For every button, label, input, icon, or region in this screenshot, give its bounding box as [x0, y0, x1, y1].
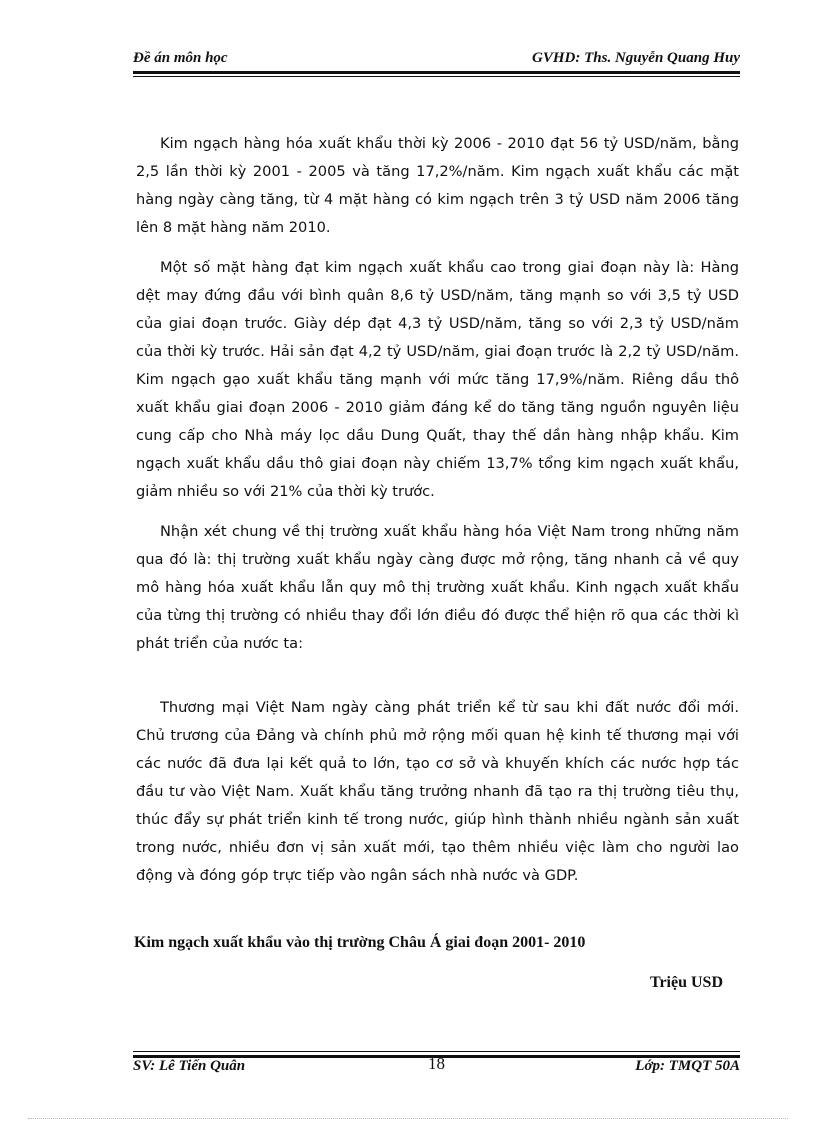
paragraph-market-overview: Nhận xét chung về thị trường xuất khẩu hàng hóa Việt Nam trong những năm qua đó là: thị trường xuất khẩu ngày càng được mở rộng, tăng nhanh cả về quy mô hàng hóa xuất khẩu lẫn quy mô thị trường xuất khẩu. Kinh ngạch xuất khẩu của từng thị trường có nhiều thay đổi lớn điều đó được thể hiện rõ qua các thời kì phát triển của nước ta:	[136, 523, 739, 652]
header-course-title: Đề án môn học	[133, 50, 228, 66]
header-rule-thin	[133, 76, 740, 77]
header-rule-thick	[133, 71, 740, 74]
paragraph-trade-development: Thương mại Việt Nam ngày càng phát triển kể từ sau khi đất nước đổi mới. Chủ trương của Đảng và chính phủ mở rộng mối quan hệ kinh tế thương mại với các nước đã đưa lại kết quả to lớn, tạo cơ sở và khuyến khích các nước hợp tác đầu tư vào Việt Nam. Xuất khẩu tăng trưởng nhanh đã tạo ra thị trường tiêu thụ, thúc đẩy sự phát triển kinh tế trong nước, giúp hình thành nhiều ngành sản xuất trong nước, nhiều đơn vị sản xuất mới, tạo thêm nhiều việc làm cho người lao động và đóng góp trực tiếp vào ngân sách nhà nước và GDP.	[136, 699, 739, 884]
paragraph-key-products: Một số mặt hàng đạt kim ngạch xuất khẩu cao trong giai đoạn này là: Hàng dệt may đứng đầu với bình quân 8,6 tỷ USD/năm, tăng mạnh so với 3,5 tỷ USD của giai đoạn trước. Giày dép đạt 4,3 tỷ USD/năm, tăng so với 2,3 tỷ USD/năm của thời kỳ trước. Hải sản đạt 4,2 tỷ USD/năm, giai đoạn trước là 2,2 tỷ USD/năm. Kim ngạch gạo xuất khẩu tăng mạnh với mức tăng 17,9%/năm. Riêng dầu thô xuất khẩu giai đoạn 2006 - 2010 giảm đáng kể do tăng tăng nguồn nguyên liệu cung cấp cho Nhà máy lọc dầu Dung Quất, thay thế dần hàng nhập khẩu. Kim ngạch xuất khẩu dầu thô giai đoạn này chiếm 13,7% tổng kim ngạch xuất khẩu, giảm nhiều so với 21% của thời kỳ trước.	[136, 259, 739, 500]
page-number: 18	[428, 1054, 445, 1073]
footer-rule-thin	[133, 1051, 740, 1052]
page-header	[133, 48, 740, 72]
paragraph-export-value: Kim ngạch hàng hóa xuất khẩu thời kỳ 2006 - 2010 đạt 56 tỷ USD/năm, bằng 2,5 lần thời kỳ 2001 - 2005 và tăng 17,2%/năm. Kim ngạch xuất khẩu các mặt hàng ngày càng tăng, từ 4 mặt hàng có kim ngạch trên 3 tỷ USD năm 2006 tăng lên 8 mặt hàng năm 2010.	[136, 135, 739, 236]
page-footer	[133, 1056, 740, 1078]
footer-class: Lớp: TMQT 50A	[635, 1058, 740, 1074]
table-caption: Kim ngạch xuất khẩu vào thị trường Châu Á giai đoạn 2001- 2010	[134, 934, 586, 951]
page-edge-dotted-line	[28, 1118, 788, 1119]
document-body	[136, 130, 739, 890]
header-advisor: GVHD: Ths. Nguyễn Quang Huy	[532, 50, 740, 66]
unit-label: Triệu USD	[649, 974, 723, 991]
footer-student: SV: Lê Tiến Quân	[133, 1058, 246, 1074]
